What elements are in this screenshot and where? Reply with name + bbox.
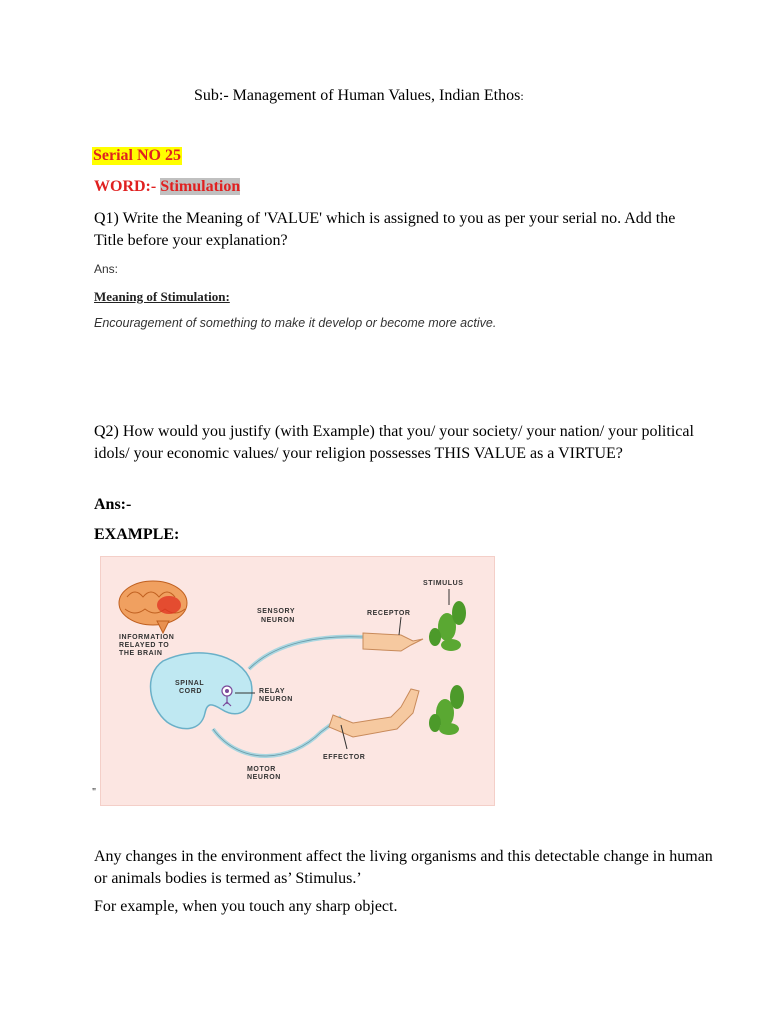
word-prefix: WORD:- xyxy=(94,178,161,195)
label-spinal-1: SPINAL xyxy=(175,680,205,687)
serial-number: Serial NO 25 xyxy=(93,147,181,164)
answer-2-label: Ans:- xyxy=(94,496,132,513)
meaning-text: Encouragement of something to make it develop or become more active. xyxy=(94,316,497,330)
word-value: Stimulation xyxy=(160,178,241,195)
meaning-heading: Meaning of Stimulation: xyxy=(94,289,230,304)
label-motor-1: MOTOR xyxy=(247,766,276,773)
cactus-effector-icon xyxy=(429,685,464,735)
label-info-1: INFORMATION xyxy=(119,634,175,641)
question-2: Q2) How would you justify (with Example) that you/ your society/ your nation/ your political idols/ your economic values/ your religion possesses THIS VALUE as a VIRTUE? xyxy=(94,423,694,462)
reflex-arc-diagram xyxy=(101,557,494,805)
hand-receptor-icon xyxy=(363,633,423,651)
title-text: Sub:- Management of Human Values, Indian Ethos xyxy=(194,87,521,104)
label-stimulus: STIMULUS xyxy=(423,580,464,587)
cactus-stimulus-icon xyxy=(429,601,466,651)
paragraph-example: For example, when you touch any sharp object. xyxy=(94,898,398,915)
reflex-arc-figure xyxy=(100,556,495,806)
label-spinal-2: CORD xyxy=(179,688,203,695)
document-title xyxy=(194,87,524,105)
motor-nerve xyxy=(213,717,341,756)
brain-icon xyxy=(119,581,187,633)
label-sensory-2: NEURON xyxy=(261,617,295,624)
label-info-2: RELAYED TO xyxy=(119,642,170,649)
paragraph-stimulus: Any changes in the environment affect the living organisms and this detectable change in human or animals bodies is termed as’ Stimulus.’ xyxy=(94,848,713,887)
word-line xyxy=(94,178,240,196)
title-colon: : xyxy=(520,89,524,103)
label-relay-2: NEURON xyxy=(259,696,293,703)
label-receptor: RECEPTOR xyxy=(367,610,411,617)
label-motor-2: NEURON xyxy=(247,774,281,781)
label-info-3: THE BRAIN xyxy=(119,650,163,657)
receptor-arrow xyxy=(399,617,401,635)
answer-1-label: Ans: xyxy=(94,262,119,276)
label-relay-1: RELAY xyxy=(259,688,286,695)
example-heading: EXAMPLE: xyxy=(94,526,180,543)
stray-quote: " xyxy=(92,787,97,798)
label-sensory: SENSORY xyxy=(257,608,296,615)
label-effector: EFFECTOR xyxy=(323,754,366,761)
question-1: Q1) Write the Meaning of 'VALUE' which is assigned to you as per your serial no. Add the Title before your explanation? xyxy=(94,210,676,249)
